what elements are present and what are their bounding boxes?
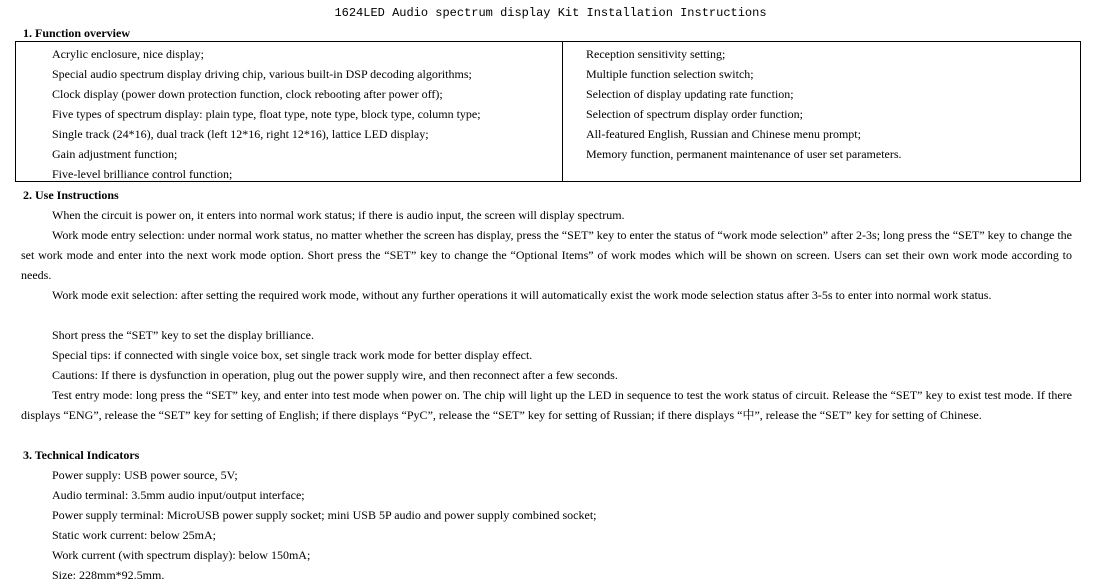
feature-item: Memory function, permanent maintenance of user set parameters. bbox=[586, 147, 902, 161]
feature-list-right bbox=[586, 46, 902, 166]
instruction-paragraph-mode-exit: Work mode exit selection: after setting the required work mode, without any further operations it will automatically exist the work mode selection status after 3-5s to enter into normal work status. bbox=[52, 288, 992, 302]
function-overview-table bbox=[15, 41, 1081, 182]
spec-item: Work current (with spectrum display): below 150mA; bbox=[52, 548, 311, 562]
feature-item: Gain adjustment function; bbox=[52, 147, 178, 161]
instruction-paragraph-power-on: When the circuit is power on, it enters into normal work status; if there is audio input, the screen will display spectrum. bbox=[52, 208, 625, 222]
table-column-divider bbox=[562, 42, 563, 181]
feature-item: Multiple function selection switch; bbox=[586, 67, 754, 81]
feature-item: Clock display (power down protection function, clock rebooting after power off); bbox=[52, 87, 443, 101]
spec-item: Audio terminal: 3.5mm audio input/output interface; bbox=[52, 488, 305, 502]
section-heading-technical-indicators: 3. Technical Indicators bbox=[23, 448, 140, 462]
feature-item: Reception sensitivity setting; bbox=[586, 47, 726, 61]
feature-item: Single track (24*16), dual track (left 12*16, right 12*16), lattice LED display; bbox=[52, 127, 429, 141]
feature-item: Special audio spectrum display driving chip, various built-in DSP decoding algorithms; bbox=[52, 67, 472, 81]
instruction-paragraph-special-tips: Special tips: if connected with single voice box, set single track work mode for better display effect. bbox=[52, 348, 533, 362]
instruction-paragraph-brilliance: Short press the “SET” key to set the display brilliance. bbox=[52, 328, 314, 342]
instruction-paragraph-mode-entry: Work mode entry selection: under normal work status, no matter whether the screen has display, press the “SET” key to enter the status of “work mode selection” after 2-3s; long press the “SET” key to change the set work mode and enter into the next work mode option. Short press the “SET” key to change the “Optional Items” of work modes which will be shown on screen. Users can set their own work mode according to needs. bbox=[21, 228, 1072, 282]
instruction-paragraph-cautions: Cautions: If there is dysfunction in operation, plug out the power supply wire, and then reconnect after a few seconds. bbox=[52, 368, 618, 382]
instruction-paragraph-test-mode: Test entry mode: long press the “SET” key, and enter into test mode when power on. The chip will light up the LED in sequence to test the work status of circuit. Release the “SET” key to exist test mode. If there displays “ENG”, release the “SET” key for setting of English; if there displays “PyC”, release the “SET” key for setting of Russian; if there displays “中”, release the “SET” key for setting of Chinese. bbox=[21, 388, 1072, 422]
section-heading-function-overview: 1. Function overview bbox=[23, 26, 130, 40]
spec-item: Power supply terminal: MicroUSB power supply socket; mini USB 5P audio and power supply combined socket; bbox=[52, 508, 597, 522]
document-title: 1624LED Audio spectrum display Kit Installation Instructions bbox=[334, 6, 767, 20]
spec-item: Size: 228mm*92.5mm. bbox=[52, 568, 165, 582]
feature-item: All-featured English, Russian and Chinese menu prompt; bbox=[586, 127, 861, 141]
feature-item: Five-level brilliance control function; bbox=[52, 167, 233, 181]
section-heading-use-instructions: 2. Use Instructions bbox=[23, 188, 119, 202]
spec-item: Power supply: USB power source, 5V; bbox=[52, 468, 238, 482]
spec-item: Static work current: below 25mA; bbox=[52, 528, 216, 542]
feature-list-left bbox=[52, 46, 481, 186]
feature-item: Acrylic enclosure, nice display; bbox=[52, 47, 204, 61]
feature-item: Five types of spectrum display: plain type, float type, note type, block type, column type; bbox=[52, 107, 481, 121]
feature-item: Selection of display updating rate function; bbox=[586, 87, 794, 101]
feature-item: Selection of spectrum display order function; bbox=[586, 107, 803, 121]
